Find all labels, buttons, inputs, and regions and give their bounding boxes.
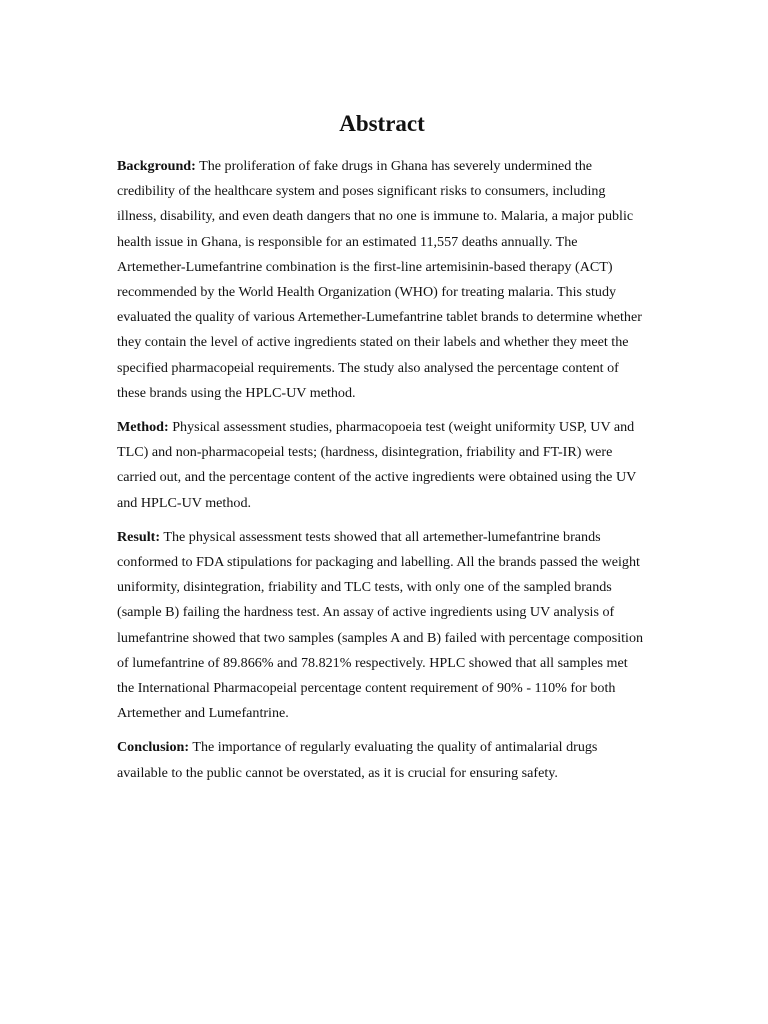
background-paragraph	[117, 154, 647, 406]
method-text: Physical assessment studies, pharmacopoeia test (weight uniformity USP, UV and TLC) and non-pharmacopeial tests; (hardness, disintegration, friability and FT-IR) were carried out, and the percentage content of the active ingredients were obtained using the UV and HPLC-UV method.	[117, 419, 637, 511]
result-text: The physical assessment tests showed that all artemether-lumefantrine brands conformed to FDA stipulations for packaging and labelling. All the brands passed the weight uniformity, disintegration, friability and TLC tests, with only one of the sampled brands (sample B) failing the hardness test. An assay of active ingredients using UV analysis of lumefantrine showed that two samples (samples A and B) failed with percentage composition of lumefantrine of 89.866% and 78.821% respectively. HPLC showed that all samples met the International Pharmacopeial percentage content requirement of 90% - 110% for both Artemether and Lumefantrine.	[117, 528, 644, 722]
method-paragraph	[117, 415, 647, 516]
conclusion-paragraph	[117, 735, 647, 785]
abstract-page	[117, 108, 647, 795]
result-label: Result:	[117, 528, 161, 545]
result-paragraph	[117, 525, 647, 727]
background-text: The proliferation of fake drugs in Ghana has severely undermined the credibility of the healthcare system and poses significant risks to consumers, including illness, disability, and even death dangers that no one is immune to. Malaria, a major public health issue in Ghana, is responsible for an estimated 11,557 deaths annually. The Artemether-Lumefantrine combination is the first-line artemisinin-based therapy (ACT) recommended by the World Health Organization (WHO) for treating malaria. This study evaluated the quality of various Artemether-Lumefantrine tablet brands to determine whether they contain the level of active ingredients stated on their labels and whether they meet the specified pharmacopeial requirements. The study also analysed the percentage content of these brands using the HPLC-UV method.	[117, 158, 642, 401]
page-title: Abstract	[339, 111, 425, 136]
method-label: Method:	[117, 419, 169, 436]
background-label: Background:	[117, 158, 196, 174]
conclusion-label: Conclusion:	[117, 739, 190, 756]
conclusion-text: The importance of regularly evaluating the quality of antimalarial drugs available to the public cannot be overstated, as it is crucial for ensuring safety.	[117, 739, 598, 781]
